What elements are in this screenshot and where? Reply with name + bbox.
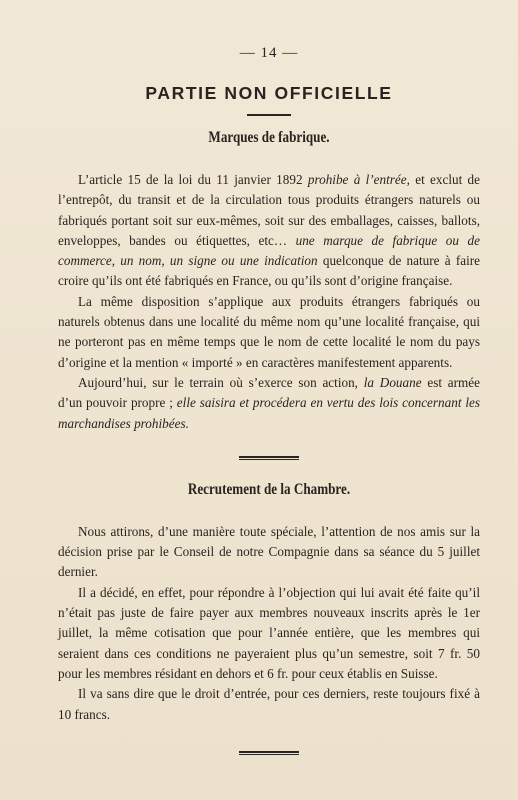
italic-text: une marque de fabrique ou de commerce, un nom, un signe ou une indication	[58, 232, 480, 269]
title-rule	[247, 114, 291, 116]
text-run: La même disposition s’applique aux produits étrangers fabriqués ou naturels obtenus dans une localité du même nom qu’une localité française, qui ne porteront pas en même temps que le nom de cette localité le nom du pays d’origine et la mention « importé » en caractères manifestement apparents.	[58, 293, 480, 370]
text-run: et exclut de l’entrepôt, du transit et de la circulation tous produits étrangers naturels ou fabriqués portant soit sur eux-mêmes, soit sur des emballages, caisses, ballots, enveloppes, bandes ou étiquettes, etc…	[58, 172, 481, 248]
end-divider	[239, 751, 299, 753]
section-heading-marques: Marques de fabrique.	[208, 129, 330, 146]
paragraph	[58, 373, 480, 434]
italic-text: elle saisira et procédera en vertu des lois concernant les marchandises prohibées.	[58, 395, 481, 431]
paragraph	[58, 170, 480, 292]
section-body-marques	[58, 170, 480, 434]
paragraph	[58, 583, 480, 684]
paragraph	[58, 522, 480, 583]
text-run: L’article 15 de la loi du 11 janvier 1892	[78, 172, 308, 187]
section-body-recrutement	[58, 522, 480, 725]
text-run: quelconque de nature à faire croire qu’ils ont été fabriqués en France, ou qu’ils sont d’origine française.	[58, 253, 480, 289]
italic-text: prohibe à l’entrée,	[307, 172, 410, 187]
paragraph	[58, 292, 480, 373]
text-run: est armée d’un pouvoir propre ;	[58, 374, 480, 411]
section-divider	[239, 456, 299, 458]
text-run: Il va sans dire que le droit d’entrée, pour ces derniers, reste toujours fixé à 10 francs.	[58, 686, 480, 722]
italic-text: la Douane	[363, 374, 422, 390]
text-run: Aujourd’hui, sur le terrain où s’exerce son action,	[78, 374, 364, 390]
page-title: PARTIE NON OFFICIELLE	[145, 83, 393, 103]
page-number: — 14 —	[239, 45, 299, 61]
text-run: Nous attirons, d’une manière toute spéciale, l’attention de nos amis sur la décision prise par le Conseil de notre Compagnie dans sa séance du 5 juillet dernier.	[58, 523, 480, 580]
text-run: Il a décidé, en effet, pour répondre à l’objection qui lui avait été faite qu’il n’était pas juste de faire payer aux membres nouveaux inscrits après le 1er juillet, la même cotisation que pour l’année entière, que les membres qui seraient dans ces conditions ne payeraient plus qu’un semestre, soit 7 fr. 50 pour les membres résidant en dehors et 6 fr. pour ceux établis en Suisse.	[58, 584, 480, 681]
paragraph	[58, 684, 480, 725]
section-heading-recrutement: Recrutement de la Chambre.	[187, 480, 351, 498]
